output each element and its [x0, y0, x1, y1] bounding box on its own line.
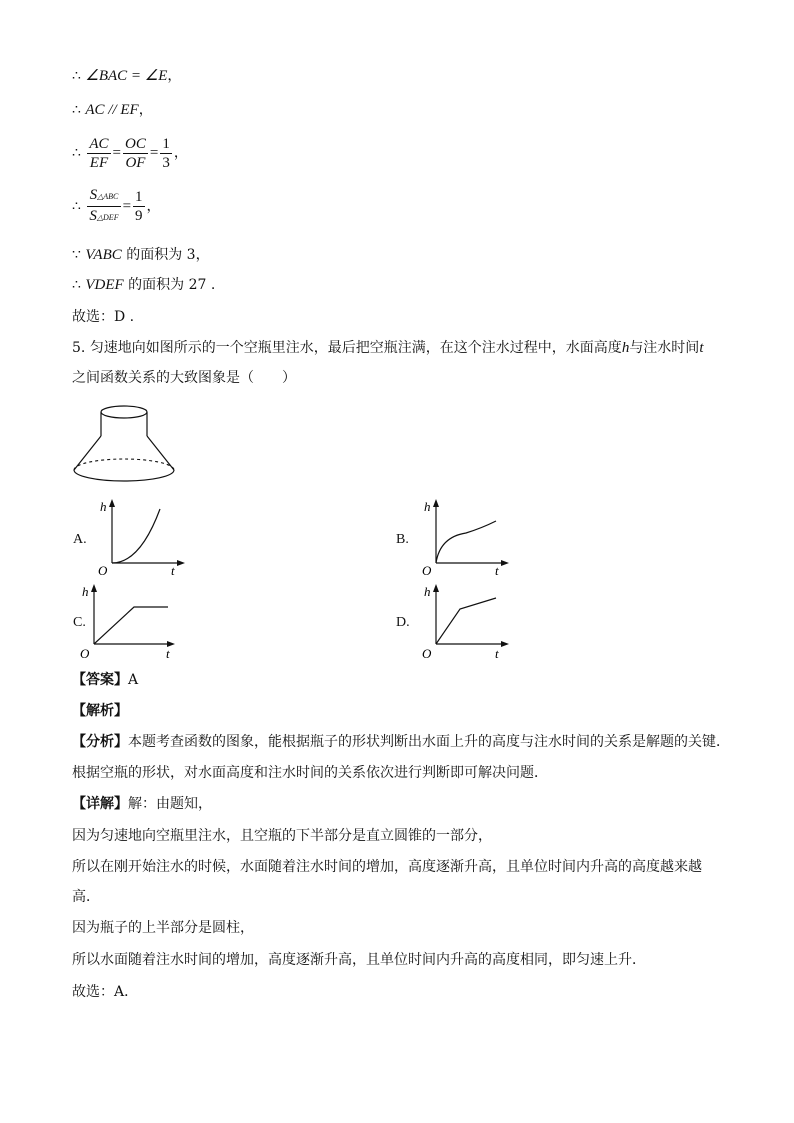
- therefore-symbol: ∴: [72, 277, 81, 293]
- punctuation: ，: [146, 198, 161, 215]
- solution-line-5: [72, 245, 210, 265]
- answer-tag: 【答案】: [72, 672, 128, 688]
- analysis-fenxi-line-1: [72, 732, 730, 752]
- detail-line-5: 所以水面随着注水时间的增加，高度逐渐升高，且单位时间内升高的高度相同，即匀速上升．: [72, 952, 646, 968]
- triangle-def: VDEF: [85, 277, 124, 293]
- fraction-area-ratio: [87, 186, 120, 227]
- parallel-statement: AC // EF: [85, 102, 139, 118]
- option-b-graph[interactable]: [414, 495, 514, 577]
- option-a-graph[interactable]: [90, 495, 190, 577]
- bottle-figure: [70, 400, 180, 490]
- analysis-fenxi-line-2: 根据空瓶的形状，对水面高度和注水时间的关系依次进行判断即可解决问题．: [72, 765, 548, 781]
- fraction-denominator: 9: [135, 208, 143, 224]
- therefore-symbol: ∴: [72, 102, 81, 118]
- variable-t: t: [699, 340, 704, 356]
- solution-line-2: [72, 100, 153, 120]
- option-d-axis-h: h: [424, 584, 431, 599]
- area-text: 的面积为 27 .: [123, 277, 216, 293]
- detail-line-6: 故选：A．: [72, 984, 139, 1000]
- triangle-abc: VABC: [85, 247, 122, 263]
- answer-value: A: [128, 672, 139, 688]
- bottle-top-ellipse: [101, 406, 147, 418]
- area-subscript: △ABC: [97, 192, 119, 201]
- question-number: 5.: [72, 340, 86, 356]
- fenxi-text: 本题考查函数的图象，能根据瓶子的形状判断出水面上升的高度与注水时间的关系是解题的关键．: [128, 734, 730, 750]
- option-c-label[interactable]: C.: [73, 615, 86, 630]
- bottle-cone-right: [147, 436, 174, 470]
- bottle-base-front: [74, 470, 174, 481]
- area-text: 的面积为 3，: [121, 247, 210, 263]
- solution-line-3: [72, 133, 188, 173]
- therefore-symbol: ∴: [72, 145, 81, 161]
- fraction-numerator: OC: [125, 135, 146, 152]
- variable-h: h: [621, 340, 630, 356]
- option-b-axis-t: t: [495, 563, 499, 577]
- option-d-curve: [436, 598, 496, 644]
- detail-line-4: 因为瓶子的上半部分是圆柱，: [72, 920, 254, 936]
- equals-sign: =: [149, 145, 159, 161]
- option-d-axis-t: t: [495, 646, 499, 661]
- option-a-axis-t: t: [171, 563, 175, 577]
- fraction-ac-ef: [87, 135, 110, 172]
- option-c-curve: [94, 607, 168, 644]
- option-a-label[interactable]: A.: [73, 532, 87, 547]
- fraction-numerator: [87, 186, 120, 207]
- option-b-axis-h: h: [424, 499, 431, 514]
- detail-line-1: 因为匀速地向空瓶里注水，且空瓶的下半部分是直立圆锥的一部分，: [72, 828, 492, 844]
- fenxi-tag: 【分析】: [72, 734, 128, 750]
- option-c-origin: O: [80, 646, 90, 661]
- option-d-graph[interactable]: [414, 580, 514, 662]
- fraction-denominator: OF: [125, 154, 146, 171]
- solution-choice-d: 故选：D .: [72, 309, 135, 325]
- option-b-curve: [436, 521, 496, 563]
- fraction-oc-of: [123, 135, 148, 172]
- equals-sign: =: [112, 145, 122, 161]
- answer-line: [72, 670, 138, 690]
- equals-sign: =: [122, 198, 132, 215]
- analysis-tag: 【解析】: [72, 703, 128, 719]
- xiangjie-text: 解：由题知，: [128, 796, 212, 812]
- option-a-origin: O: [98, 563, 108, 577]
- angle-equation: ∠BAC = ∠E: [85, 68, 168, 84]
- fraction-numerator: 1: [162, 135, 170, 152]
- fraction-numerator: 1: [135, 189, 143, 205]
- analysis-xiangjie-line: [72, 794, 212, 814]
- option-c-axis-t: t: [166, 646, 170, 661]
- solution-line-1: [72, 66, 181, 86]
- question-5-line-2: 之间函数关系的大致图象是（ ）: [72, 370, 296, 386]
- punctuation: ，: [138, 102, 153, 118]
- option-c-graph[interactable]: [72, 580, 182, 662]
- fraction-one-third: [160, 135, 172, 172]
- detail-line-3: 高．: [72, 889, 100, 905]
- option-c-axis-h: h: [82, 584, 89, 599]
- area-symbol: S: [89, 208, 97, 224]
- fraction-denominator: [87, 207, 120, 227]
- option-d-origin: O: [422, 646, 432, 661]
- area-symbol: S: [89, 187, 98, 203]
- option-b-origin: O: [422, 563, 432, 577]
- because-symbol: ∵: [72, 247, 81, 263]
- bottle-base-back: [74, 459, 174, 470]
- question-5-line-1: [72, 338, 703, 358]
- xiangjie-tag: 【详解】: [72, 796, 128, 812]
- bottle-cone-left: [74, 436, 101, 470]
- option-a-axis-h: h: [100, 499, 107, 514]
- fraction-numerator: AC: [89, 135, 109, 152]
- question-text: 与注水时间: [629, 340, 700, 356]
- area-subscript: △DEF: [96, 213, 119, 222]
- option-d-label[interactable]: D.: [396, 615, 410, 630]
- therefore-symbol: ∴: [72, 68, 81, 84]
- punctuation: ，: [173, 145, 188, 161]
- fraction-one-ninth: [133, 188, 145, 225]
- fraction-denominator: EF: [89, 154, 109, 171]
- question-text: 匀速地向如图所示的一个空瓶里注水，最后把空瓶注满，在这个注水过程中，水面高度: [89, 340, 622, 356]
- option-b-label[interactable]: B.: [396, 532, 409, 547]
- punctuation: ，: [167, 68, 182, 84]
- option-a-curve: [112, 509, 160, 563]
- solution-line-4: [72, 186, 161, 227]
- detail-line-2: 所以在刚开始注水的时候，水面随着注水时间的增加，高度逐渐升高，且单位时间内升高的高度越来越: [72, 859, 702, 875]
- solution-line-6: [72, 275, 215, 295]
- fraction-denominator: 3: [162, 154, 170, 171]
- therefore-symbol: ∴: [72, 198, 81, 215]
